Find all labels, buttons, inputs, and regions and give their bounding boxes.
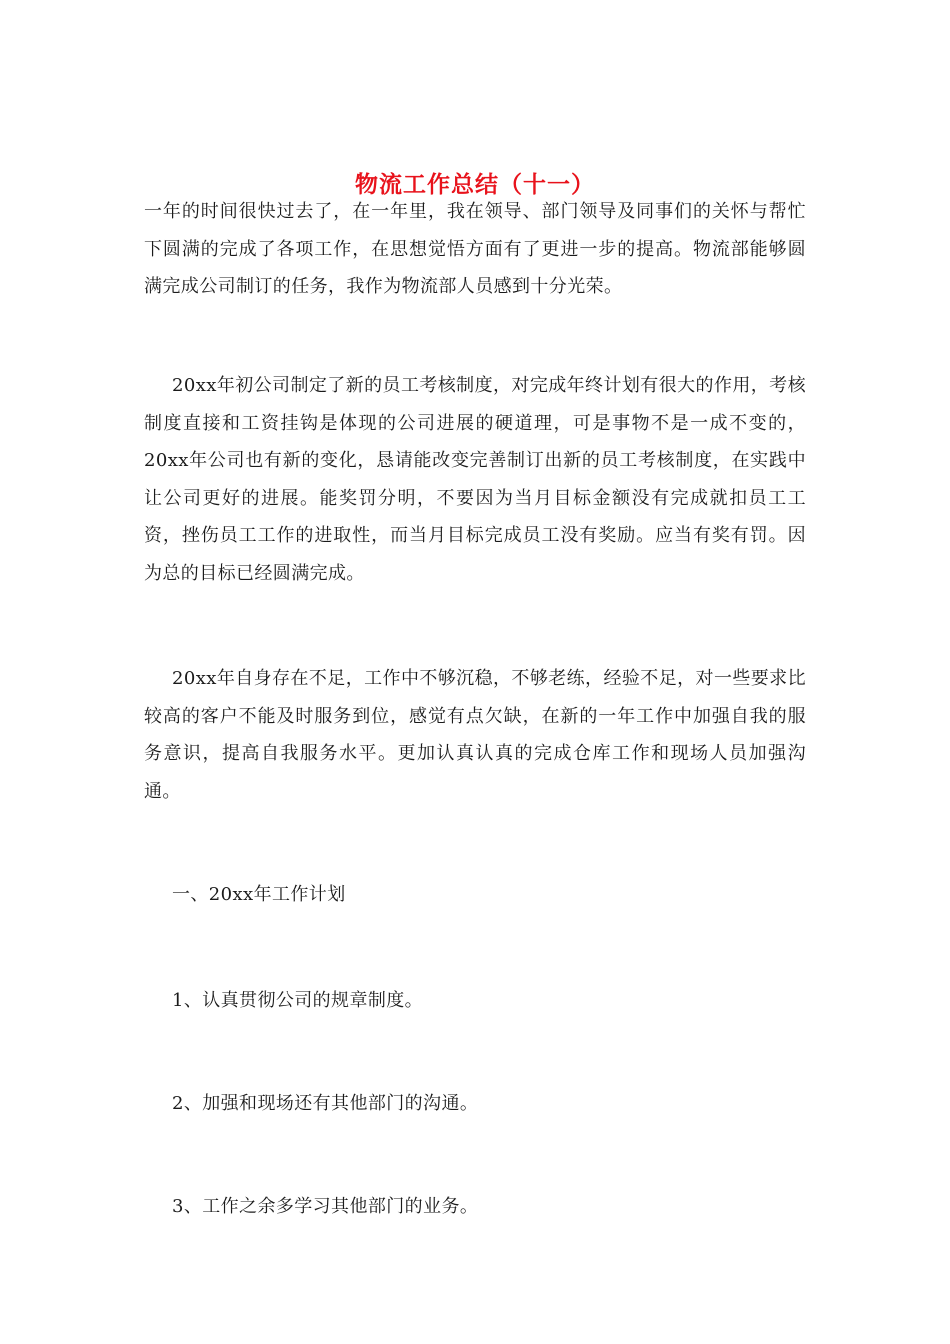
document-title: 物流工作总结（十一） (355, 171, 595, 199)
plan-item-3: 3、工作之余多学习其他部门的业务。 (172, 1196, 479, 1217)
paragraph-intro: 一年的时间很快过去了，在一年里，我在领导、部门领导及同事们的关怀与帮忙下圆满的完成了各项工作，在思想觉悟方面有了更进一步的提高。物流部能够圆满完成公司制订的任务，我作为物流部人员感到十分光荣。 (144, 201, 806, 297)
paragraph-assessment: 20xx年初公司制定了新的员工考核制度，对完成年终计划有很大的作用，考核制度直接和工资挂钩是体现的公司进展的硬道理，可是事物不是一成不变的，20xx年公司也有新的变化，恳请能改变完善制订出新的员工考核制度，在实践中让公司更好的进展。能奖罚分明，不要因为当月目标金额没有完成就扣员工工资，挫伤员工工作的进取性，而当月目标完成员工没有奖励。应当有奖有罚。因为总的目标已经圆满完成。 (144, 375, 806, 584)
plan-heading: 一、20xx年工作计划 (172, 884, 346, 905)
plan-item-2: 2、加强和现场还有其他部门的沟通。 (172, 1093, 479, 1114)
paragraph-shortcomings: 20xx年自身存在不足，工作中不够沉稳，不够老练，经验不足，对一些要求比较高的客户不能及时服务到位，感觉有点欠缺，在新的一年工作中加强自我的服务意识，提高自我服务水平。更加认真认真的完成仓库工作和现场人员加强沟通。 (144, 668, 806, 802)
plan-item-1: 1、认真贯彻公司的规章制度。 (172, 990, 424, 1011)
